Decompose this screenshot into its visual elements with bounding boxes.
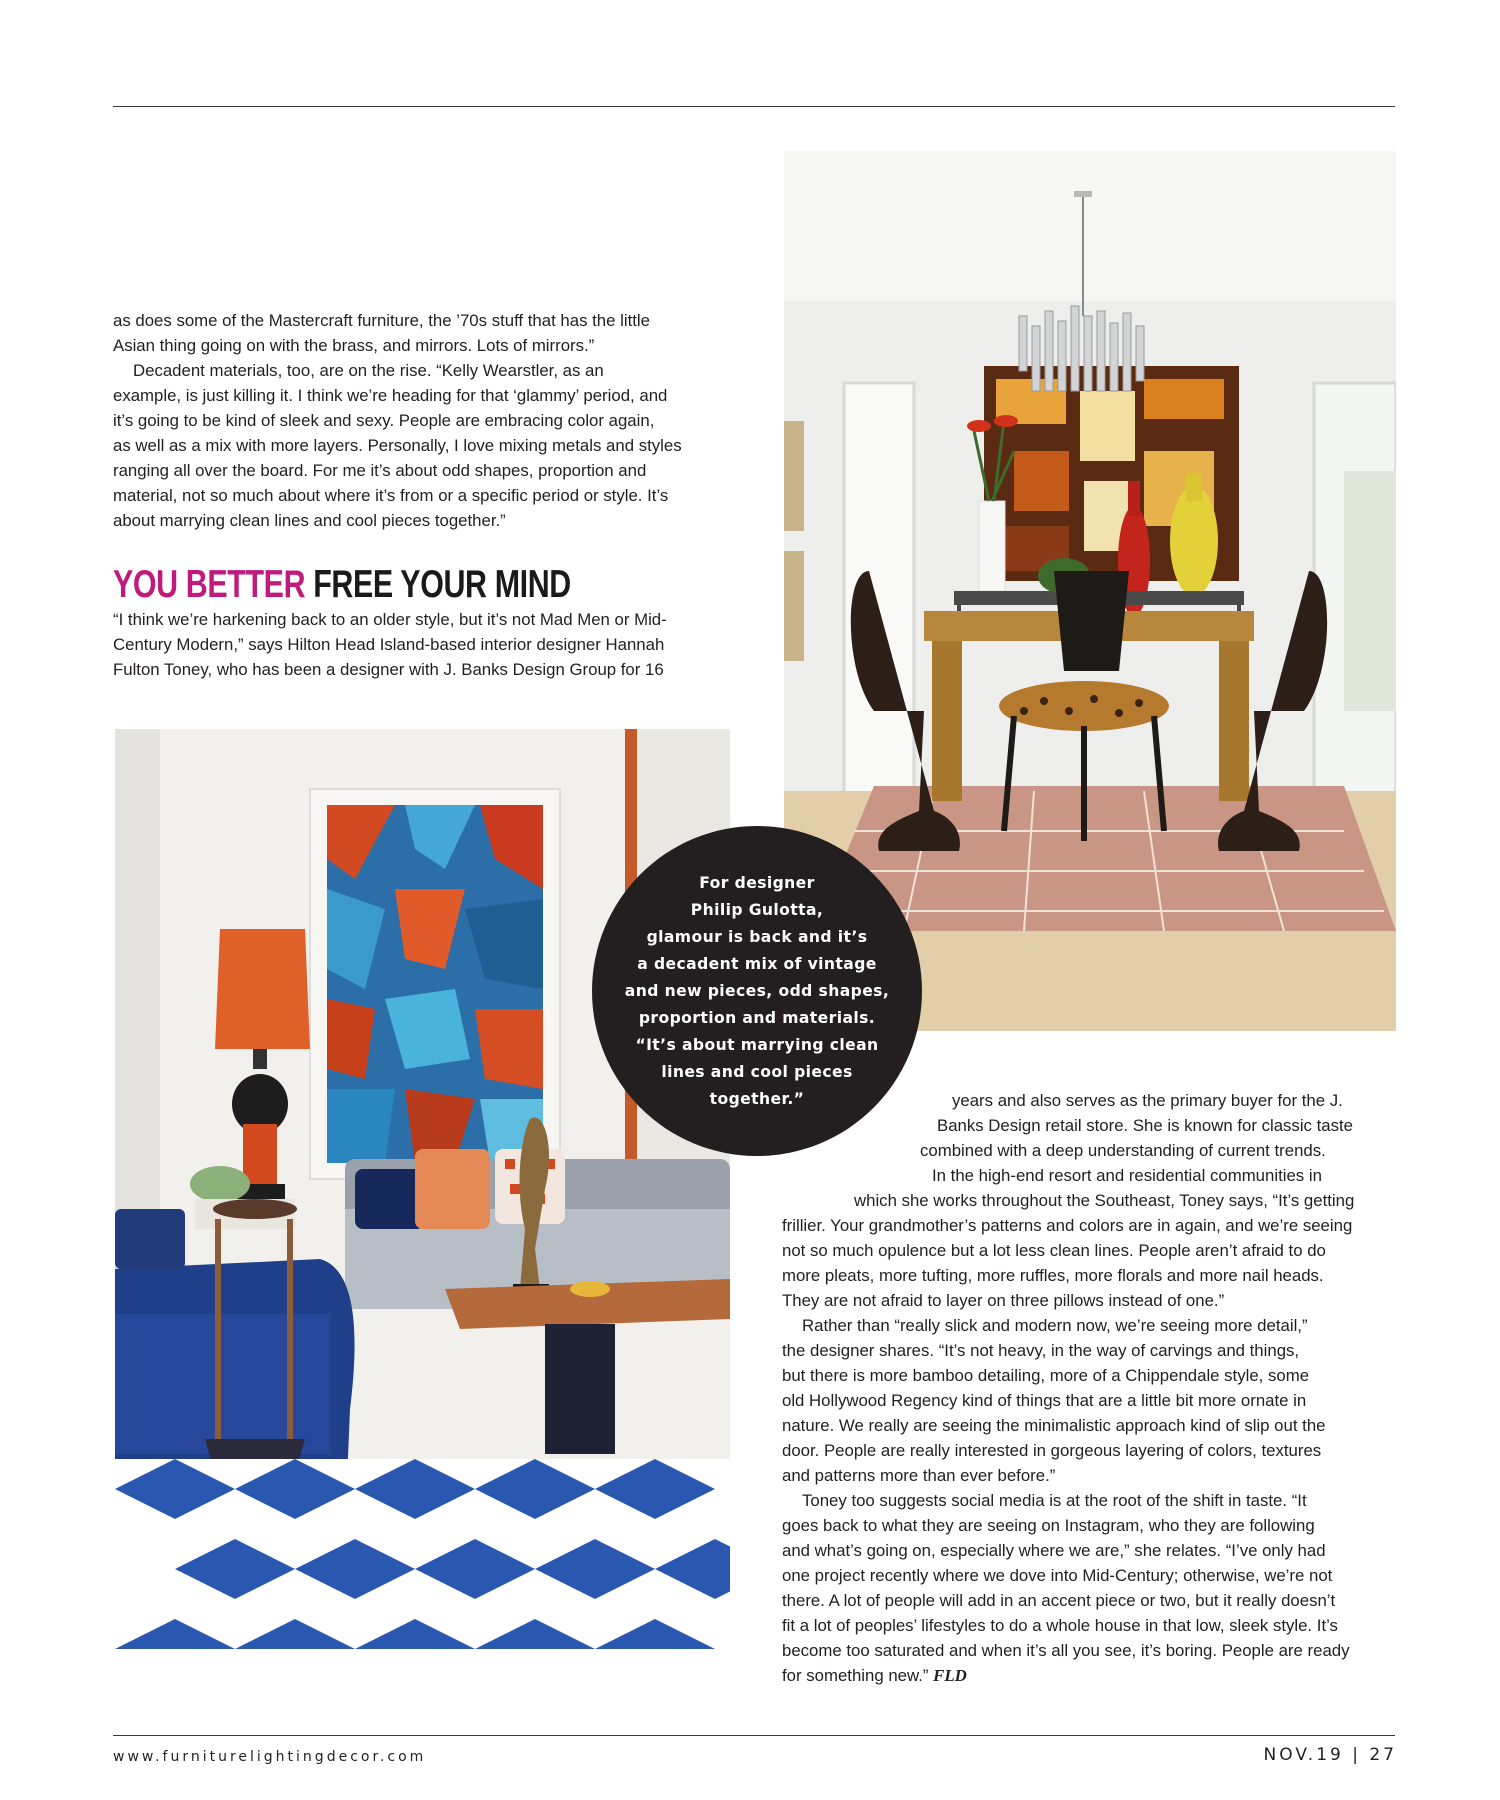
- heading-black: FREE YOUR MIND: [313, 563, 571, 606]
- left-column-text-2: [113, 607, 728, 682]
- text-line: more pleats, more tufting, more ruffles, more florals and more nail heads.: [782, 1266, 1324, 1285]
- text-line: the designer shares. “It’s not heavy, in the way of carvings and things,: [782, 1341, 1300, 1360]
- text-line: it’s going to be kind of sleek and sexy. People are embracing color again,: [113, 411, 655, 430]
- text-line: goes back to what they are seeing on Instagram, who they are following: [782, 1516, 1315, 1535]
- pull-quote-line: proportion and materials.: [638, 1008, 876, 1027]
- text-line: combined with a deep understanding of current trends.: [920, 1141, 1326, 1160]
- pull-quote-line: lines and cool pieces: [661, 1062, 853, 1081]
- signoff: FLD: [933, 1666, 967, 1685]
- text-line: and patterns more than ever before.”: [782, 1466, 1056, 1485]
- text-line: [782, 1663, 1394, 1688]
- pull-quote-line: Philip Gulotta,: [690, 900, 824, 919]
- text-line: material, not so much about where it’s from or a specific period or style. It’s: [113, 486, 669, 505]
- paragraph: [782, 1088, 1394, 1313]
- text-line: and what’s going on, especially where we are,” she relates. “I’ve only had: [782, 1541, 1326, 1560]
- pull-quote-text: [625, 870, 889, 1113]
- text-line: Decadent materials, too, are on the rise. “Kelly Wearstler, as an: [133, 361, 604, 380]
- text-line: In the high-end resort and residential communities in: [932, 1166, 1322, 1185]
- text-line: years and also serves as the primary buyer for the J.: [952, 1091, 1343, 1110]
- text-line: Banks Design retail store. She is known for classic taste: [937, 1116, 1353, 1135]
- text-line: become too saturated and when it’s all you see, it’s boring. People are ready: [782, 1641, 1350, 1660]
- text-line: fit a lot of peoples’ lifestyles to do a whole house in that low, sleek style. It’s: [782, 1616, 1338, 1635]
- pull-quote-line: and new pieces, odd shapes,: [624, 981, 890, 1000]
- text-line: They are not afraid to layer on three pillows instead of one.”: [782, 1291, 1225, 1310]
- pull-quote-line: For designer: [699, 873, 815, 892]
- paragraph: [113, 308, 728, 358]
- text-line: Fulton Toney, who has been a designer with J. Banks Design Group for 16: [113, 660, 664, 679]
- last-line-text: for something new.”: [782, 1666, 929, 1685]
- text-line: door. People are really interested in gorgeous layering of colors, textures: [782, 1441, 1322, 1460]
- text-line: Toney too suggests social media is at the root of the shift in taste. “It: [802, 1491, 1307, 1510]
- text-line: nature. We really are seeing the minimalistic approach kind of slip out the: [782, 1416, 1326, 1435]
- pull-quote-line: together.”: [709, 1089, 805, 1108]
- right-column-text: [782, 1088, 1394, 1688]
- paragraph: [782, 1488, 1394, 1688]
- pull-quote-line: “It’s about marrying clean: [635, 1035, 879, 1054]
- footer-issue-page: NOV.19 | 27: [1263, 1745, 1397, 1765]
- text-line: old Hollywood Regency kind of things that are a little bit more ornate in: [782, 1391, 1307, 1410]
- paragraph: [113, 607, 728, 682]
- top-rule: [113, 106, 1395, 107]
- section-heading: [113, 563, 571, 607]
- text-line: “I think we’re harkening back to an older style, but it’s not Mad Men or Mid-: [113, 610, 667, 629]
- pull-quote-line: glamour is back and it’s: [646, 927, 868, 946]
- text-line: Rather than “really slick and modern now, we’re seeing more detail,”: [802, 1316, 1308, 1335]
- text-line: frillier. Your grandmother’s patterns and colors are in again, and we’re seeing: [782, 1216, 1353, 1235]
- text-line: example, is just killing it. I think we’re heading for that ‘glammy’ period, and: [113, 386, 668, 405]
- text-line: as well as a mix with more layers. Personally, I love mixing metals and styles: [113, 436, 682, 455]
- text-line: there. A lot of people will add in an accent piece or two, but it really doesn’t: [782, 1591, 1336, 1610]
- pull-quote-line: a decadent mix of vintage: [637, 954, 877, 973]
- text-line: Asian thing going on with the brass, and mirrors. Lots of mirrors.”: [113, 336, 595, 355]
- paragraph: [113, 358, 728, 533]
- text-line: but there is more bamboo detailing, more of a Chippendale style, some: [782, 1366, 1310, 1385]
- text-line: as does some of the Mastercraft furniture, the ’70s stuff that has the little: [113, 311, 650, 330]
- heading-pink: YOU BETTER: [113, 563, 306, 606]
- text-line: ranging all over the board. For me it’s about odd shapes, proportion and: [113, 461, 647, 480]
- text-line: about marrying clean lines and cool pieces together.”: [113, 511, 506, 530]
- text-line: one project recently where we dove into Mid-Century; otherwise, we’re not: [782, 1566, 1333, 1585]
- text-line: not so much opulence but a lot less clean lines. People aren’t afraid to do: [782, 1241, 1326, 1260]
- bottom-rule: [113, 1735, 1395, 1736]
- footer-url: www.furniturelightingdecor.com: [113, 1749, 427, 1765]
- living-room-photo: [115, 729, 730, 1649]
- left-column-text: [113, 308, 728, 533]
- text-line: which she works throughout the Southeast, Toney says, “It’s getting: [854, 1191, 1355, 1210]
- paragraph: [782, 1313, 1394, 1488]
- text-line: Century Modern,” says Hilton Head Island-based interior designer Hannah: [113, 635, 665, 654]
